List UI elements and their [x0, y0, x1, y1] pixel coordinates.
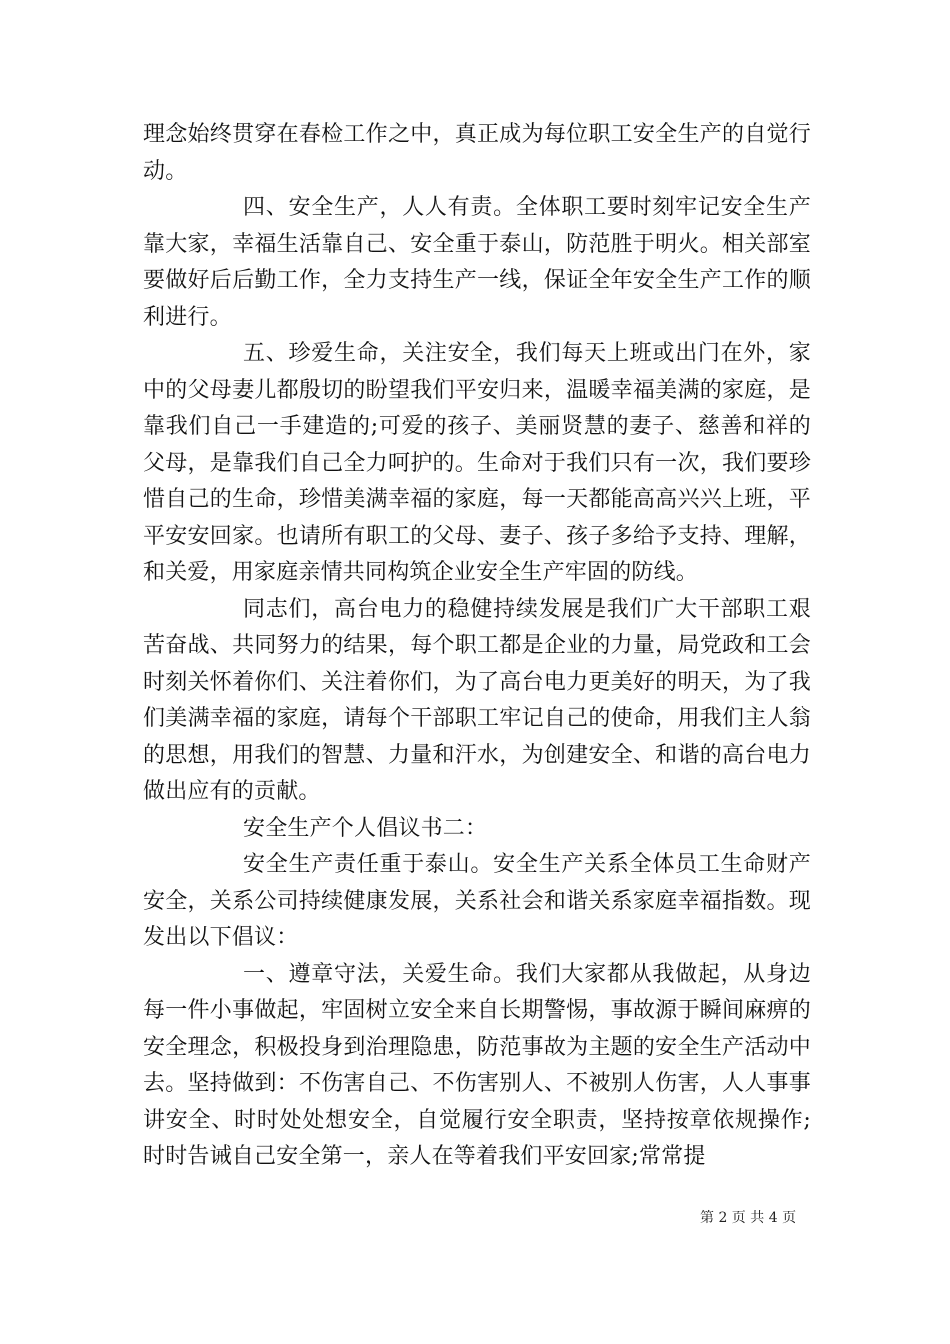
- paragraph-proposal-intro: 安全生产责任重于泰山。安全生产关系全体员工生命财产安全，关系公司持续健康发展，关系社会和谐关系家庭幸福指数。现发出以下倡议：: [143, 852, 811, 950]
- paragraph-comrades: 同志们，高台电力的稳健持续发展是我们广大干部职工艰苦奋战、共同努力的结果，每个职工都是企业的力量，局党政和工会时刻关怀着你们、关注着你们，为了高台电力更美好的明天，为了我们美满幸福的家庭，请每个干部职工牢记自己的使命，用我们主人翁的思想，用我们的智慧、力量和汗水，为创建安全、和谐的高台电力做出应有的贡献。: [143, 596, 811, 804]
- paragraph-continuation: 理念始终贯穿在春检工作之中，真正成为每位职工安全生产的自觉行动。: [143, 122, 811, 184]
- section-heading-proposal-two: 安全生产个人倡议书二：: [243, 815, 488, 841]
- paragraph-item-five: 五、珍爱生命，关注安全，我们每天上班或出门在外，家中的父母妻儿都殷切的盼望我们平安归来，温暖幸福美满的家庭，是靠我们自己一手建造的;可爱的孩子、美丽贤慧的妻子、慈善和祥的父母，是靠我们自己全力呵护的。生命对于我们只有一次，我们要珍惜自己的生命，珍惜美满幸福的家庭，每一天都能高高兴兴上班，平平安安回家。也请所有职工的父母、妻子、孩子多给予支持、理解，和关爱，用家庭亲情共同构筑企业安全生产牢固的防线。: [143, 341, 811, 585]
- paragraph-item-four: 四、安全生产，人人有责。全体职工要时刻牢记安全生产靠大家，幸福生活靠自己、安全重于泰山，防范胜于明火。相关部室要做好后后勤工作，全力支持生产一线，保证全年安全生产工作的顺利进行。: [143, 195, 811, 330]
- paragraph-item-one: 一、遵章守法，关爱生命。我们大家都从我做起，从身边每一件小事做起，牢固树立安全来自长期警惕，事故源于瞬间麻痹的安全理念，积极投身到治理隐患，防范事故为主题的安全生产活动中去。坚持做到：不伤害自己、不伤害别人、不被别人伤害，人人事事讲安全、时时处处想安全，自觉履行安全职责，坚持按章依规操作;时时告诫自己安全第一，亲人在等着我们平安回家;常常提: [143, 961, 811, 1169]
- page-number-footer: 第 2 页 共 4 页: [700, 1210, 797, 1226]
- document-body: [143, 117, 811, 1176]
